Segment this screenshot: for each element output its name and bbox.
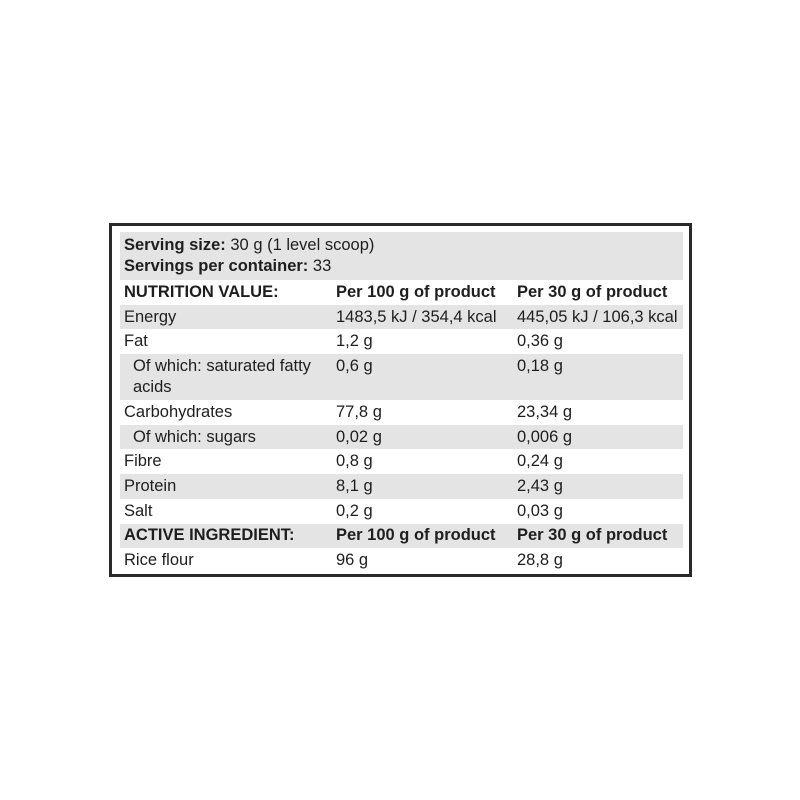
nutrient-name: Fibre (124, 452, 162, 471)
serving-size-line (124, 235, 679, 256)
nutrition-table (120, 232, 683, 570)
nutrient-per100: 8,1 g (336, 476, 373, 495)
serving-size-label: Serving size: (124, 236, 226, 254)
nutrient-per30: 0,18 g (517, 357, 563, 376)
servings-per-container-value: 33 (308, 257, 332, 275)
nutrient-per100: 0,2 g (336, 501, 373, 520)
nutrient-per100: 77,8 g (336, 402, 382, 421)
table-row (120, 329, 683, 354)
nutrient-per30: 0,006 g (517, 427, 573, 446)
nutrient-per30: 0,03 g (517, 501, 563, 520)
nutrient-per30: 0,36 g (517, 332, 563, 351)
nutrient-per100: 1,2 g (336, 332, 373, 351)
ingredient-name: Rice flour (124, 551, 194, 570)
table-row (120, 474, 683, 499)
active-header-name: ACTIVE INGREDIENT: (124, 526, 295, 545)
nutrient-per100: 1483,5 kJ / 354,4 kcal (336, 307, 497, 326)
nutrient-name: Energy (124, 307, 177, 326)
nutrient-per30: 445,05 kJ / 106,3 kcal (517, 307, 678, 326)
servings-per-container-line (124, 256, 679, 277)
nutrient-name: Of which: saturated fatty acids (133, 357, 311, 397)
serving-info (120, 232, 683, 280)
nutrient-name: Of which: sugars (133, 427, 256, 446)
ingredient-per30: 28,8 g (517, 551, 563, 570)
nutrient-per100: 0,8 g (336, 452, 373, 471)
table-row (120, 305, 683, 330)
nutrient-name: Protein (124, 476, 177, 495)
active-ingredient-header-row (120, 524, 683, 549)
ingredient-per100: 96 g (336, 551, 369, 570)
nutrition-header-row (120, 280, 683, 305)
active-header-per30: Per 30 g of product (517, 526, 668, 545)
nutrition-header-name: NUTRITION VALUE: (124, 282, 279, 301)
serving-size-value: 30 g (1 level scoop) (225, 236, 375, 254)
table-row (120, 499, 683, 524)
active-header-per100: Per 100 g of product (336, 526, 496, 545)
nutrient-per30: 0,24 g (517, 452, 563, 471)
nutrition-header-per30: Per 30 g of product (517, 282, 668, 301)
nutrient-per100: 0,6 g (336, 357, 373, 376)
nutrient-per30: 23,34 g (517, 402, 573, 421)
table-row (120, 449, 683, 474)
table-row (120, 548, 683, 573)
nutrient-name: Fat (124, 332, 148, 351)
nutrient-name: Carbohydrates (124, 402, 233, 421)
nutrient-name: Salt (124, 501, 153, 520)
nutrient-per100: 0,02 g (336, 427, 382, 446)
servings-per-container-label: Servings per container: (124, 257, 309, 275)
table-row (120, 425, 683, 450)
nutrition-header-per100: Per 100 g of product (336, 282, 496, 301)
nutrient-per30: 2,43 g (517, 476, 563, 495)
nutrition-facts-panel (109, 223, 692, 577)
table-row (120, 400, 683, 425)
table-row (120, 354, 683, 400)
